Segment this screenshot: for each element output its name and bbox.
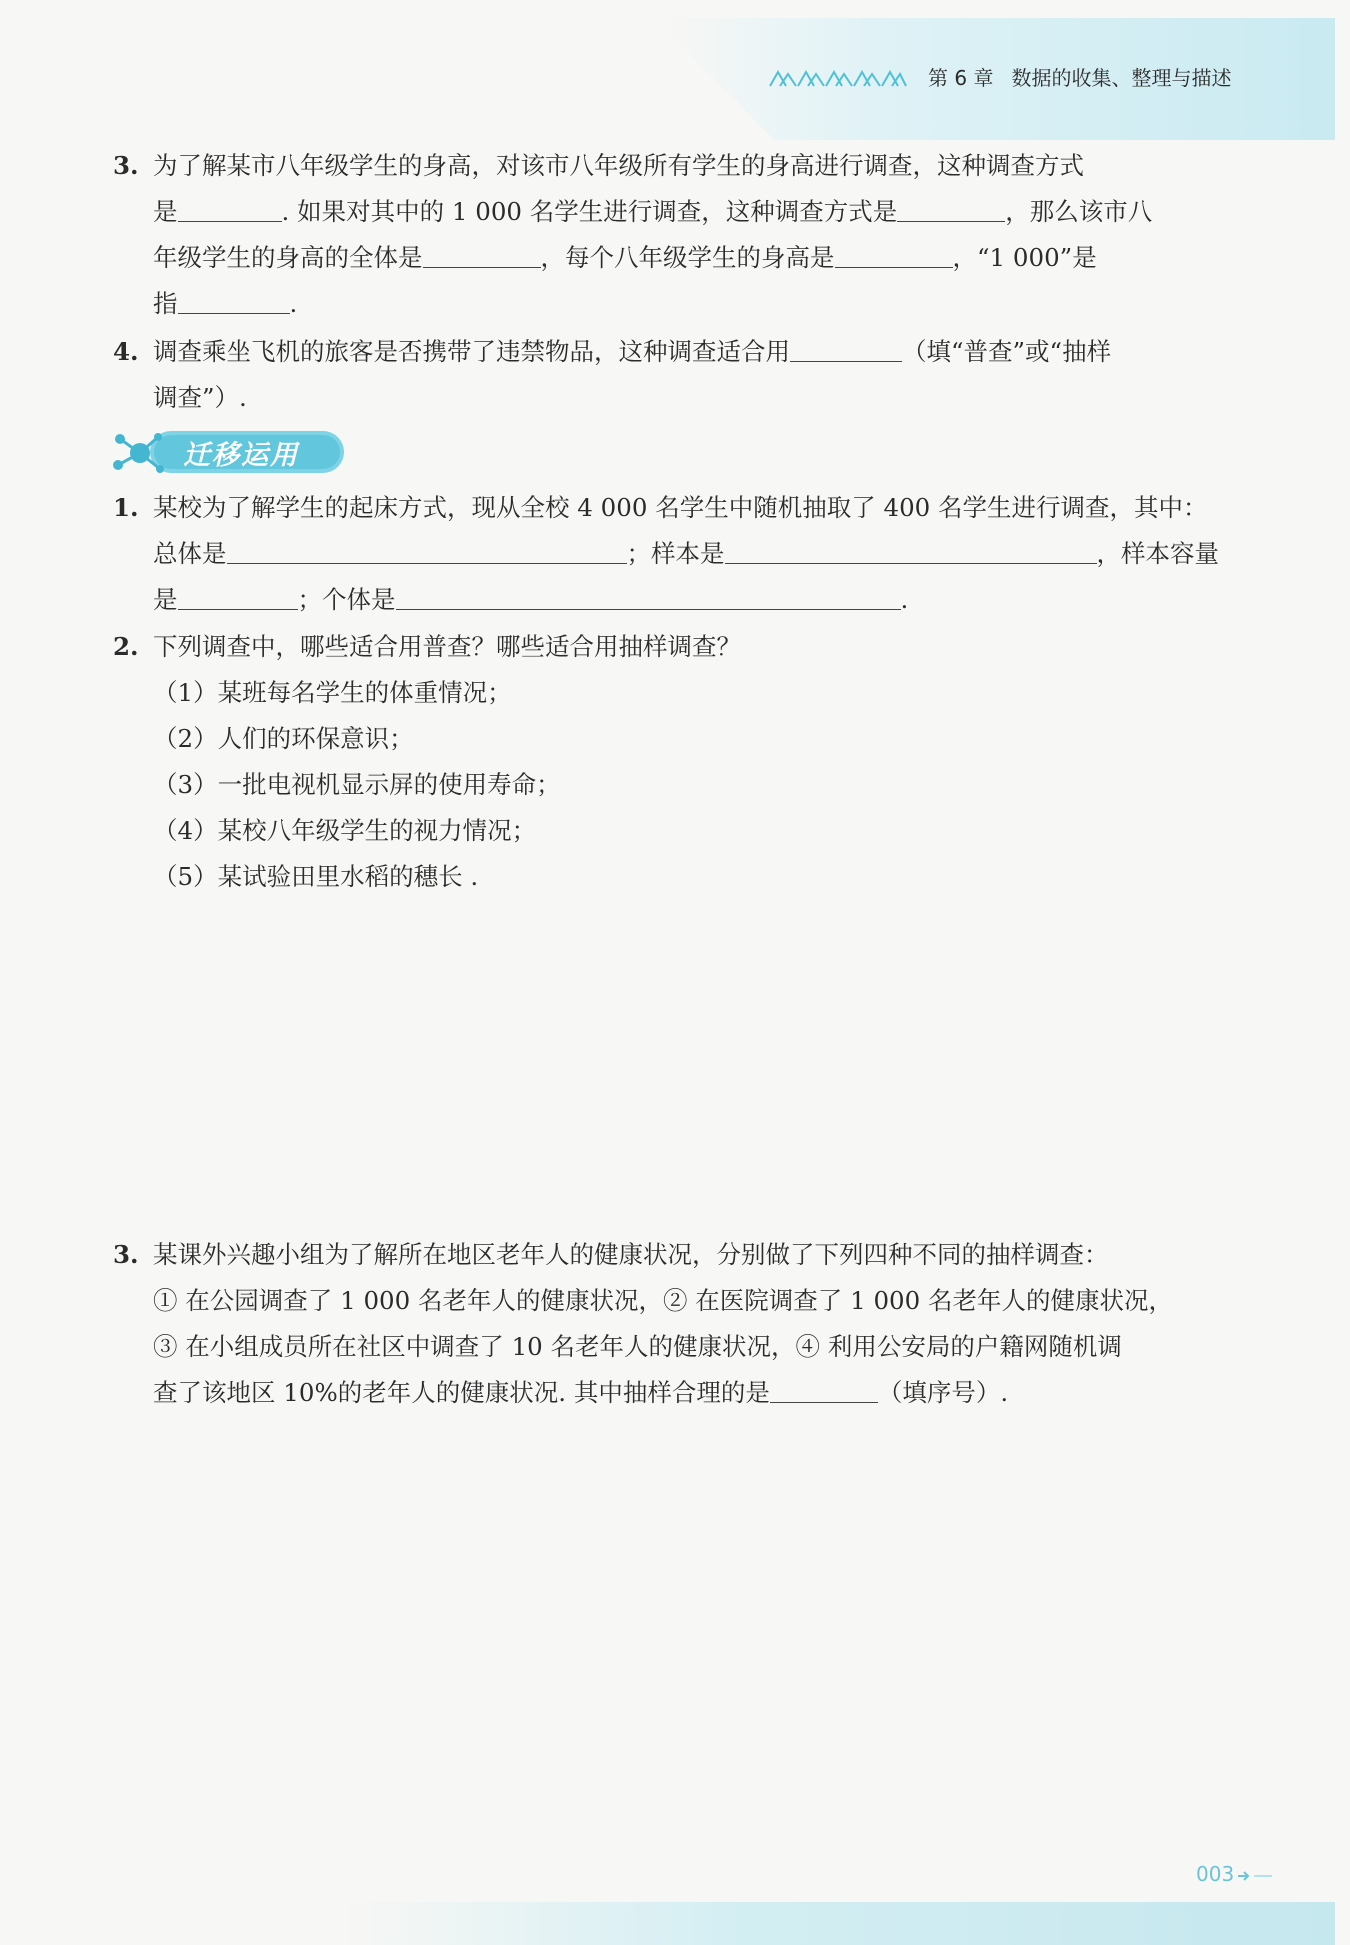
question-2 — [113, 624, 1231, 900]
question-number: 4. — [113, 337, 139, 366]
chapter-title: 数据的收集、整理与描述 — [1011, 66, 1232, 90]
answer-blank[interactable] — [725, 533, 1097, 564]
question-text: ；样本是 — [626, 539, 725, 568]
footer-band — [345, 1902, 1335, 1945]
question-text: ，样本容量 — [1096, 539, 1219, 568]
question-number: 3. — [113, 1240, 139, 1269]
question-line: 为了解某市八年级学生的身高，对该市八年级所有学生的身高进行调查，这种调查方式 — [153, 151, 1084, 180]
question-text: 调查乘坐飞机的旅客是否携带了违禁物品，这种调查适合用 — [153, 337, 790, 366]
answer-blank[interactable] — [227, 533, 627, 564]
question-text: （填序号）. — [877, 1378, 1009, 1407]
question-stem: 下列调查中，哪些适合用普查？哪些适合用抽样调查？ — [153, 632, 741, 661]
page-number: 003 — [1196, 1862, 1235, 1886]
list-item: （1）某班每名学生的体重情况； — [153, 678, 512, 707]
question-4 — [113, 329, 1231, 421]
answer-blank[interactable] — [178, 283, 290, 314]
question-text: ，“1 000”是 — [952, 243, 1097, 272]
question-text: ，每个八年级学生的身高是 — [540, 243, 835, 272]
question-text: 是 — [153, 585, 178, 614]
answer-blank[interactable] — [770, 1372, 878, 1403]
question-text: ；个体是 — [297, 585, 396, 614]
question-3-second — [113, 1232, 1231, 1416]
question-text: 是 — [153, 197, 178, 226]
arrow-right-icon — [1238, 1870, 1276, 1882]
sub-item-list — [153, 670, 1231, 900]
question-text: . — [900, 585, 909, 614]
chapter-number: 第 6 章 — [928, 66, 994, 90]
list-item: （4）某校八年级学生的视力情况； — [153, 816, 537, 845]
list-item: （2）人们的环保意识； — [153, 724, 414, 753]
answer-blank[interactable] — [790, 331, 902, 362]
question-text: 查了该地区 10%的老年人的健康状况. 其中抽样合理的是 — [153, 1378, 770, 1407]
question-line: ③ 在小组成员所在社区中调查了 10 名老年人的健康状况，④ 利用公安局的户籍网随机调 — [153, 1332, 1122, 1361]
chapter-header — [928, 62, 1231, 91]
question-number: 1. — [113, 493, 139, 522]
answer-blank[interactable] — [396, 579, 901, 610]
question-3-first — [113, 143, 1231, 327]
question-line: 某课外兴趣小组为了解所在地区老年人的健康状况，分别做了下列四种不同的抽样调查： — [153, 1240, 1109, 1269]
question-text: 年级学生的身高的全体是 — [153, 243, 423, 272]
question-text: . — [289, 289, 298, 318]
question-text: 指 — [153, 289, 178, 318]
question-line: ① 在公园调查了 1 000 名老年人的健康状况，② 在医院调查了 1 000 名老年人的健康状况， — [153, 1286, 1174, 1315]
answer-blank[interactable] — [178, 191, 282, 222]
question-text: ，那么该市八 — [1005, 197, 1153, 226]
question-text: . 如果对其中的 1 000 名学生进行调查，这种调查方式是 — [281, 197, 898, 226]
list-item: （3）一批电视机显示屏的使用寿命； — [153, 770, 561, 799]
question-number: 2. — [113, 632, 139, 661]
question-line: 某校为了解学生的起床方式，现从全校 4 000 名学生中随机抽取了 400 名学生进行调查，其中： — [153, 493, 1208, 522]
mountain-decoration-icon — [768, 68, 908, 88]
question-line: 调查”）. — [153, 383, 247, 412]
answer-blank[interactable] — [423, 237, 541, 268]
section-title: 迁移运用 — [183, 440, 299, 471]
question-1 — [113, 485, 1231, 623]
answer-blank[interactable] — [178, 579, 298, 610]
list-item: （5）某试验田里水稻的穗长 . — [153, 862, 479, 891]
answer-blank[interactable] — [835, 237, 953, 268]
question-text: （填“普查”或“抽样 — [902, 337, 1112, 366]
answer-blank[interactable] — [897, 191, 1005, 222]
question-number: 3. — [113, 151, 139, 180]
question-text: 总体是 — [153, 539, 227, 568]
